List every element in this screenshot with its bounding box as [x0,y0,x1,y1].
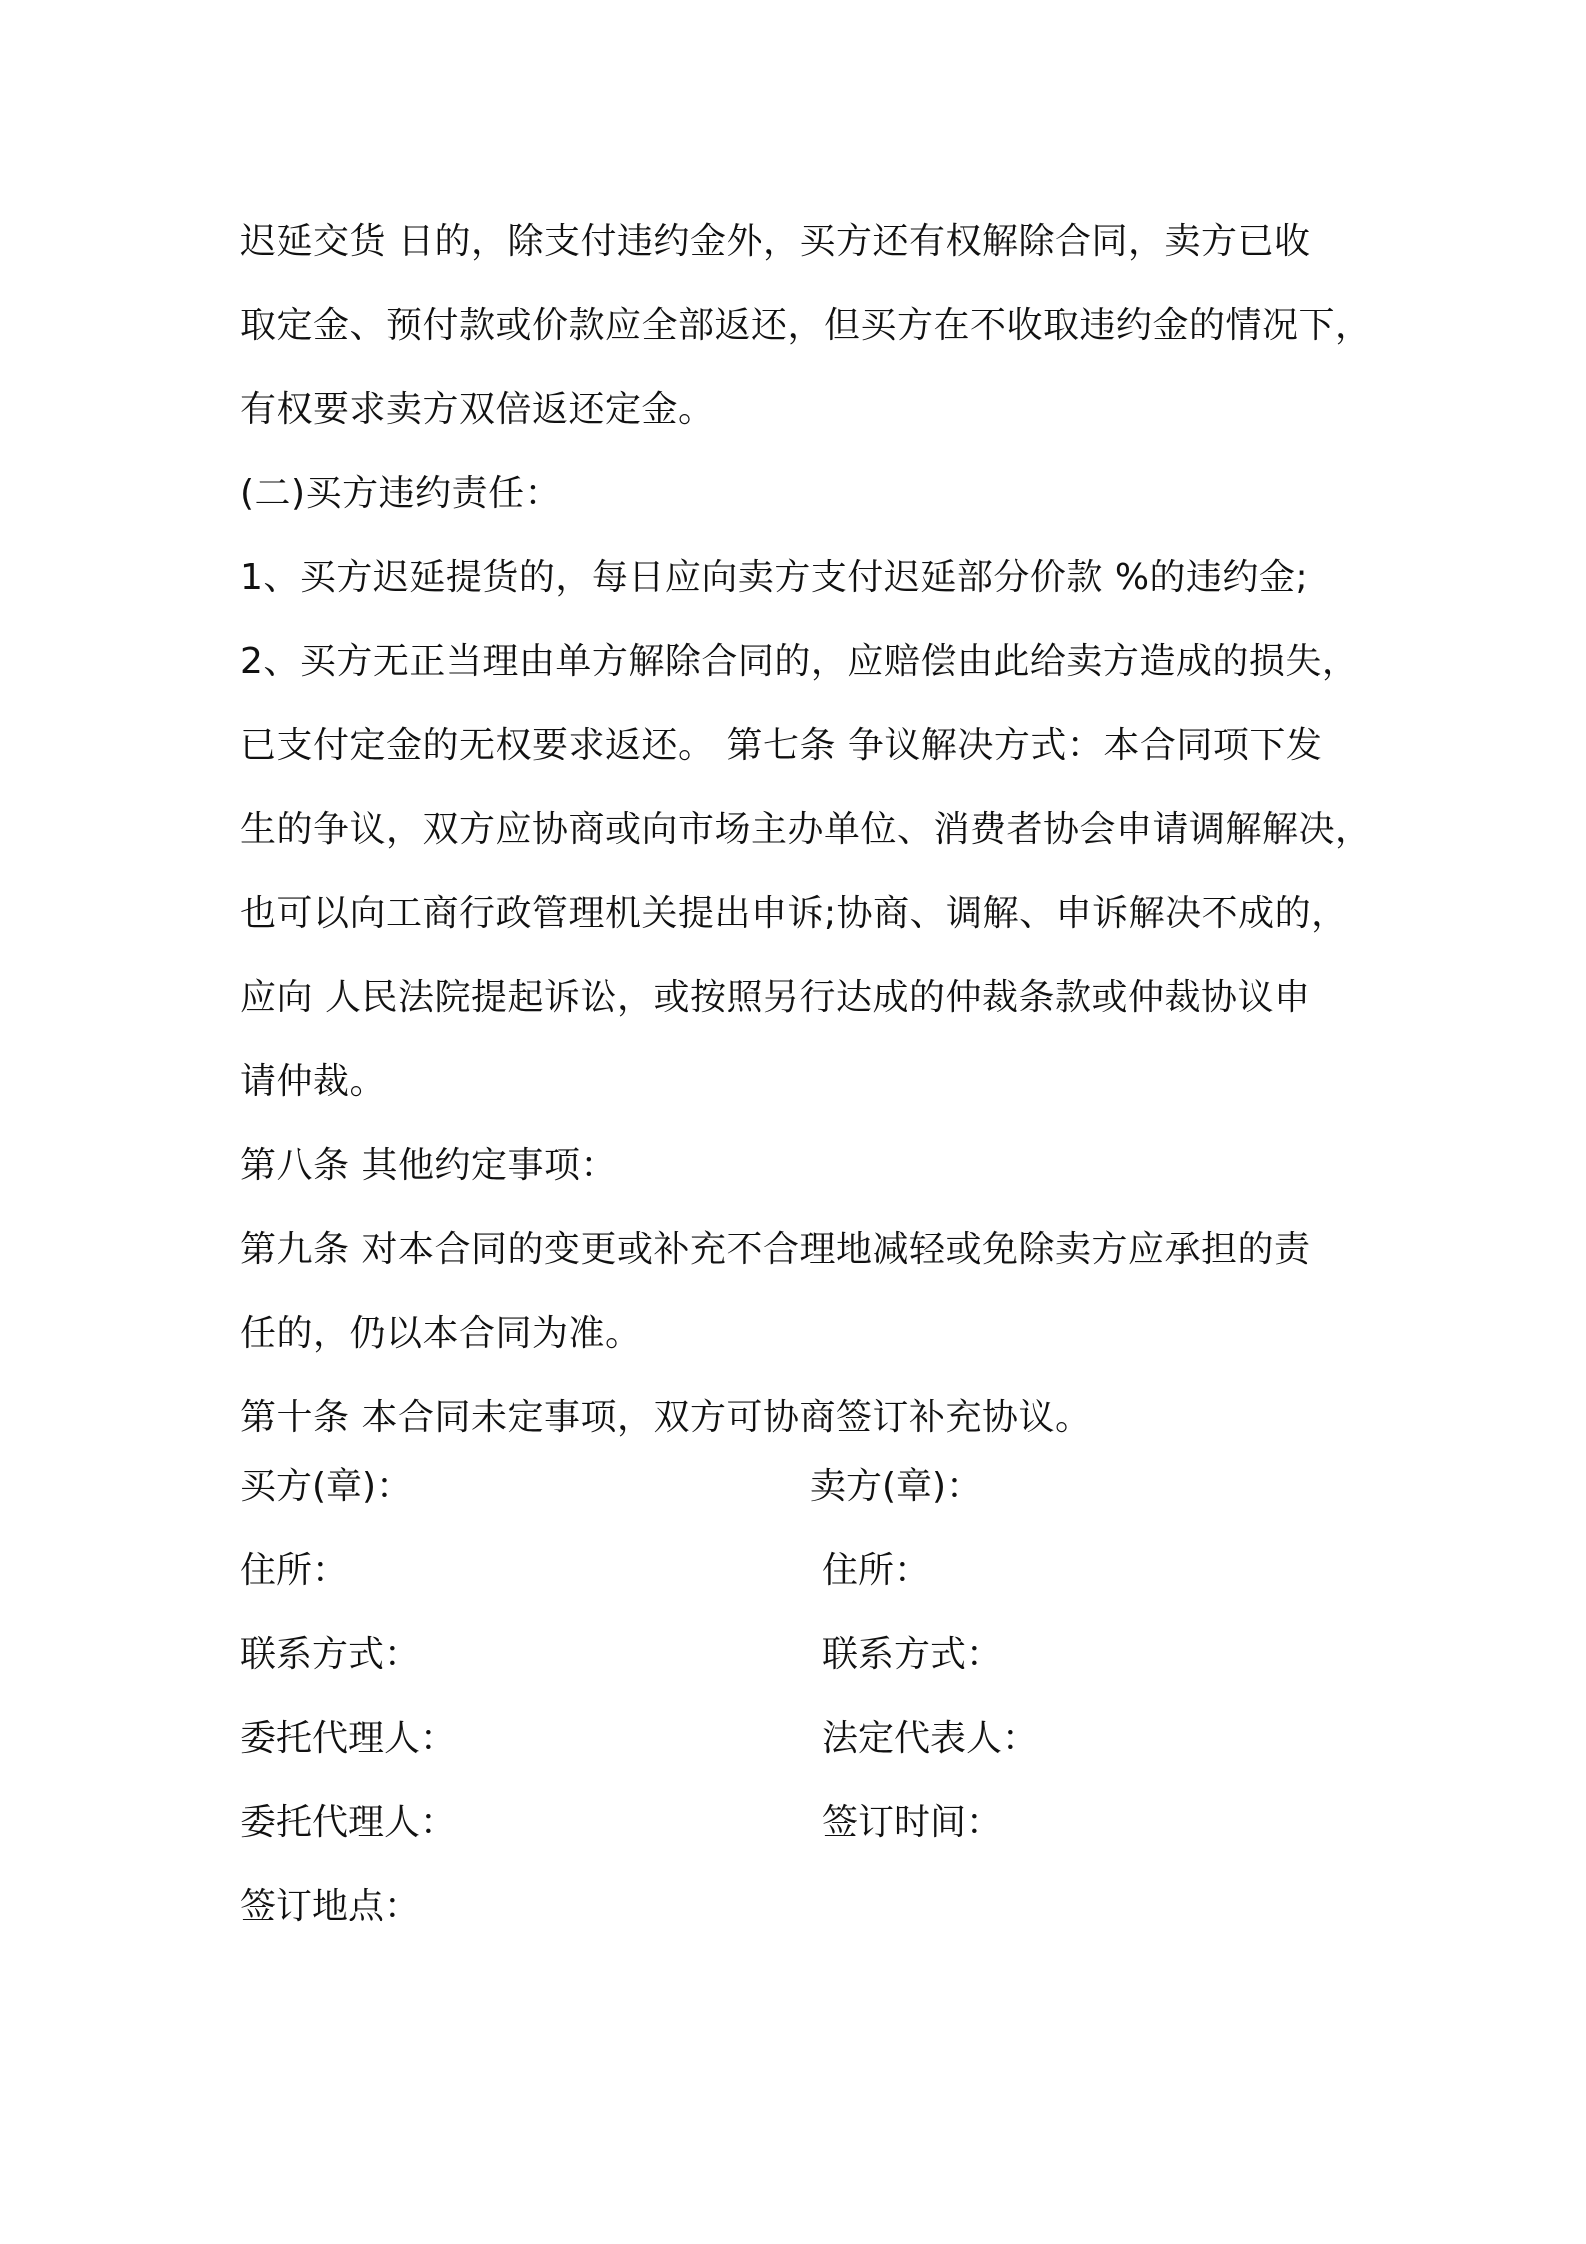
signature-row [240,1445,1385,1529]
section-heading-buyer-liability: (二)买方违约责任： [240,473,562,514]
signature-row [240,1781,1385,1865]
body-line: 也可以向工商行政管理机关提出申诉;协商、调解、申诉解决不成的， [240,893,1348,934]
seller-seal-label: 卖方(章)： [810,1466,983,1507]
signature-row [240,1865,1385,1949]
signature-row [240,1613,1385,1697]
seller-contact-label: 联系方式： [822,1634,1003,1675]
buyer-seal-label: 买方(章)： [240,1466,413,1507]
body-line: 任的，仍以本合同为准。 [240,1313,642,1354]
signature-block [240,1445,1385,1949]
body-line: 2、买方无正当理由单方解除合同的，应赔偿由此给卖方造成的损失， [240,641,1359,682]
signing-place-label: 签订地点： [240,1886,421,1927]
signing-date-label: 签订时间： [822,1802,1003,1843]
body-line: 1、买方迟延提货的，每日应向卖方支付迟延部分价款 %的违约金; [240,557,1309,598]
signature-row [240,1529,1385,1613]
buyer-address-label: 住所： [240,1550,349,1591]
seller-legal-rep-label: 法定代表人： [822,1718,1039,1759]
body-line: 迟延交货 日的，除支付违约金外，买方还有权解除合同，卖方已收 [240,221,1311,262]
article-8: 第八条 其他约定事项： [240,1145,617,1186]
body-line: 生的争议，双方应协商或向市场主办单位、消费者协会申请调解解决， [240,809,1372,850]
body-line: 应向 人民法院提起诉讼，或按照另行达成的仲裁条款或仲裁协议申 [240,977,1311,1018]
body-line: 请仲裁。 [240,1061,387,1102]
buyer-contact-label: 联系方式： [240,1634,421,1675]
body-line: 有权要求卖方双倍返还定金。 [240,389,715,430]
contract-body [240,200,1385,1460]
article-9: 第九条 对本合同的变更或补充不合理地减轻或免除卖方应承担的责 [240,1229,1311,1270]
buyer-agent-label: 委托代理人： [240,1718,457,1759]
body-line: 已支付定金的无权要求返还。 第七条 争议解决方式：本合同项下发 [240,725,1323,766]
article-10: 第十条 本合同未定事项，双方可协商签订补充协议。 [240,1397,1092,1438]
body-line: 取定金、预付款或价款应全部返还，但买方在不收取违约金的情况下， [240,305,1372,346]
signature-row [240,1697,1385,1781]
seller-address-label: 住所： [822,1550,931,1591]
buyer-agent-label-2: 委托代理人： [240,1802,457,1843]
